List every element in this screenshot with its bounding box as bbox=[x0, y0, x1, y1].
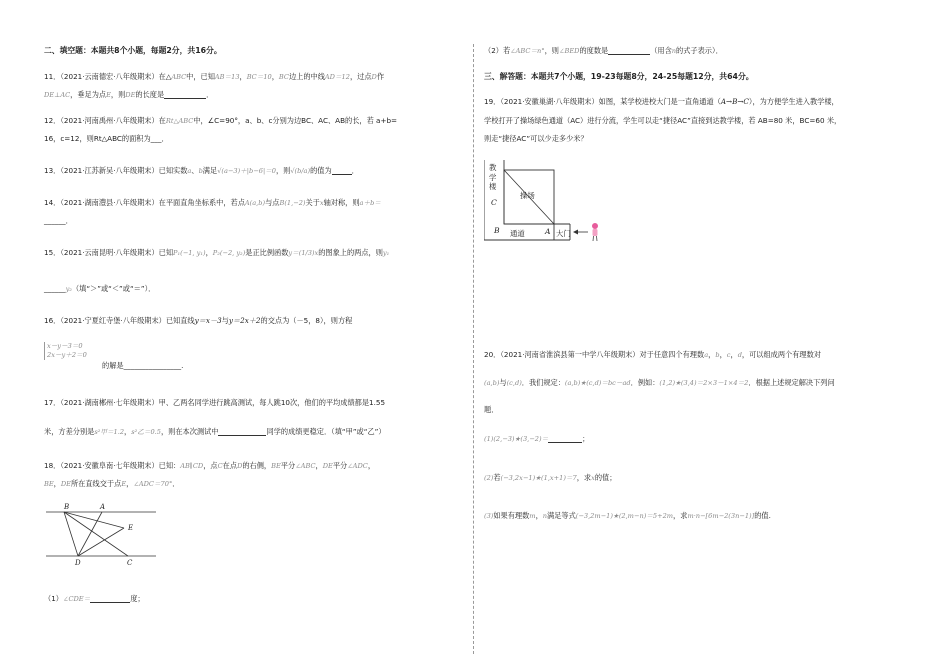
question-16: 16．（2021·宁夏红寺堡·八年级期末）已知直线y＝x－3与y＝2x＋2的交点为（－5，8），则方程 bbox=[44, 316, 353, 325]
question-19-line2: 学校打开了操场绿色通道（AC）进行分流，学生可以走“捷径AC”直接到达教学楼，若 AB=80 米，BC=60 米， bbox=[484, 116, 842, 125]
point-c-label: C bbox=[491, 198, 497, 207]
column-divider bbox=[473, 44, 474, 654]
question-14: 14．（2021·湖南澧县·八年级期末）在平面直角坐标系中，若点A(a,b)与点B(1,−2)关于x轴对称，则a＋b＝ bbox=[44, 198, 381, 207]
question-20-part2: (2)若(−3,2x−1)★(1,x+1)＝7，求x的值； bbox=[484, 473, 617, 482]
point-e-label: E bbox=[128, 524, 134, 532]
point-b-label: B bbox=[64, 503, 70, 511]
answer-blank[interactable] bbox=[90, 594, 130, 603]
gate-label: 大门 bbox=[556, 229, 571, 238]
question-16-line3: 的解是________________. bbox=[102, 361, 184, 370]
question-20: 20．（2021·河南省淮滨县第一中学八年级期末）对于任意四个有理数a，b，c，d，可以组成两个有理数对 bbox=[484, 350, 821, 359]
question-12-line2: 16，c=12，则Rt△ABC的面积为___． bbox=[44, 134, 169, 143]
question-11-line2: DE⊥AC，垂足为点E，则DE的长度是 ． bbox=[44, 90, 214, 99]
segment-bd bbox=[64, 512, 78, 556]
point-a-label: A bbox=[100, 503, 106, 511]
section-title-solutions: 三、解答题：本题共7个小题，19-23每题8分，24-25每题12分，共64分。 bbox=[484, 72, 754, 81]
answer-blank[interactable] bbox=[548, 434, 582, 443]
question-12: 12．（2021·河南禹州·八年级期末）在Rt△ABC中，∠C=90°，a、b、c分别为边BC、AC、AB的长，若 a+b= bbox=[44, 116, 398, 125]
question-15-line2: ______y₂（填“＞”或“＜”或“＝”）． bbox=[44, 284, 156, 293]
answer-blank[interactable] bbox=[218, 427, 266, 436]
question-13: 13．（2021·江苏新吴·八年级期末）已知实数a、b满足√(a−3)＋|b−6|＝0，则√(b/a)的值为 ． bbox=[44, 166, 359, 175]
question-20-part3: (3)如果有理数m，n满足等式(−3,2m−1)★(2,m−n)＝5+2m，求m·n−[6m−2(3n−1)]的值. bbox=[484, 511, 771, 520]
school-map-figure bbox=[484, 160, 604, 242]
segment-be bbox=[64, 512, 124, 528]
point-d-label: D bbox=[75, 559, 81, 567]
question-20-part1: (1)(2,−3)★(3,−2)＝ ； bbox=[484, 434, 590, 443]
question-18-part2: （2）若∠ABC＝n°，则∠BED的度数是 （用含n的式子表示）． bbox=[484, 46, 723, 55]
question-17-line2: 米，方差分别是s²甲＝1.2，s²乙＝0.5，则在本次测试中 同学的成绩更稳定．（填“甲”或“乙”） bbox=[44, 427, 386, 436]
segment-bc bbox=[64, 512, 128, 556]
question-18-part1: （1）∠CDE＝ 度； bbox=[44, 594, 145, 603]
answer-blank[interactable] bbox=[332, 166, 352, 175]
question-20-line3: 题． bbox=[484, 405, 499, 414]
answer-blank[interactable] bbox=[164, 90, 206, 99]
question-19: 19．（2021·安徽巢湖·八年级期末）如图，某学校进校大门是一直角通道（A→B→C），为方便学生进入教学楼， bbox=[484, 97, 839, 106]
segment-de bbox=[78, 528, 124, 556]
point-a-label: A bbox=[545, 227, 551, 236]
question-20-line2: (a,b)与(c,d)．我们规定：(a,b)★(c,d)＝bc－ad．例如：(1,2)★(3,4)＝2×3－1×4＝2．根据上述规定解决下列问 bbox=[484, 378, 835, 387]
arrow-head bbox=[573, 230, 578, 235]
question-11: 11．（2021·云南德宏·八年级期末）在△ABC中，已知AB＝13，BC＝10，BC边上的中线AD＝12，过点D作 bbox=[44, 72, 385, 81]
student-icon bbox=[592, 223, 598, 241]
point-b-label: B bbox=[494, 226, 500, 235]
question-15: 15．（2021·云南昆明·八年级期末）已知P₁(−1, y₁)，P₂(−2, y₂)是正比例函数y＝(1/3)x的图象上的两点，则y₁ bbox=[44, 248, 390, 257]
passage-label: 通道 bbox=[510, 229, 525, 238]
question-17: 17．（2021·湖南郴州·七年级期末）甲、乙两名同学进行跳高测试，每人跳10次，他们的平均成绩都是1.55 bbox=[44, 398, 386, 407]
playground-label: 操场 bbox=[520, 191, 535, 200]
question-19-line3: 则走“捷径AC”可以少走多少米？ bbox=[484, 134, 588, 143]
building-label: 教 学 楼 bbox=[489, 163, 497, 191]
question-14-line2: ______． bbox=[44, 216, 73, 225]
equation-system: x－y－3＝0 2x－y＋2＝0 bbox=[44, 342, 87, 360]
answer-blank[interactable] bbox=[608, 46, 650, 55]
point-c-label: C bbox=[127, 559, 133, 567]
section-title-fill-in: 二、填空题：本题共8个小题，每题2分，共16分。 bbox=[44, 46, 222, 55]
question-18-line2: BE，DE所在直线交于点E，∠ADC＝70°． bbox=[44, 479, 180, 488]
question-18: 18．（2021·安徽阜南·七年级期末）已知：AB∥CD，点C在点D的右侧，BE平分∠ABC，DE平分∠ADC， bbox=[44, 461, 376, 470]
